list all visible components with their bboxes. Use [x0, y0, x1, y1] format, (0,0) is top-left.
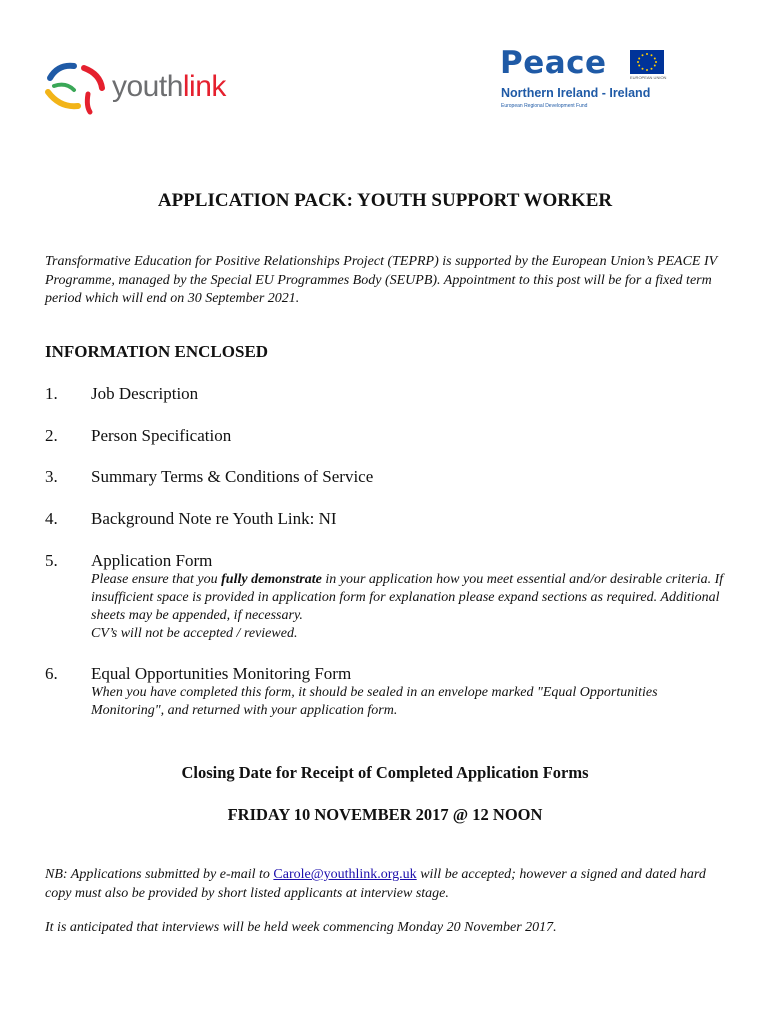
- list-item-label: Background Note re Youth Link: NI: [91, 509, 337, 528]
- list-item-number: 4.: [45, 509, 58, 528]
- list-item-number: 2.: [45, 426, 58, 445]
- list-item-label: Application Form: [91, 551, 213, 570]
- nb-paragraph: [45, 866, 735, 903]
- list-item-label: Equal Opportunities Monitoring Form: [91, 664, 352, 683]
- list-item-number: 1.: [45, 384, 58, 403]
- list-item-number: 3.: [45, 467, 58, 486]
- peace-wordmark: Peace: [500, 45, 607, 81]
- nb-text: NB: Applications submitted by e-mail to: [45, 867, 274, 882]
- list-item-label: Summary Terms & Conditions of Service: [91, 467, 374, 486]
- youthlink-wordmark-accent: link: [182, 70, 226, 103]
- list-item-number: 5.: [45, 551, 58, 570]
- youthlink-logo: [44, 58, 234, 118]
- youthlink-wordmark-prefix: youth: [112, 70, 183, 103]
- nb-text: will be accepted; however a signed and dated hard copy must also be provided by short listed applicants at interview stage.: [45, 867, 706, 901]
- youthlink-wordmark: [112, 70, 226, 104]
- list-item-number: 6.: [45, 664, 58, 683]
- equal-opportunities-note: When you have completed this form, it should be sealed in an envelope marked "Equal Opportunities Monitoring", and returned with your application form.: [91, 685, 658, 718]
- eu-flag-icon: [630, 50, 664, 74]
- peace-region: Northern Ireland - Ireland: [501, 86, 651, 100]
- note-text: Please ensure that you: [91, 572, 222, 587]
- note-emphasis: fully demonstrate: [221, 572, 322, 587]
- section-heading: INFORMATION ENCLOSED: [45, 342, 269, 361]
- peace-fund: European Regional Development Fund: [501, 103, 588, 109]
- closing-date: FRIDAY 10 NOVEMBER 2017 @ 12 NOON: [227, 805, 543, 824]
- closing-heading: Closing Date for Receipt of Completed Application Forms: [181, 763, 589, 782]
- list-item-label: Job Description: [91, 384, 199, 403]
- note-text: in your application how you meet essential and/or desirable criteria. If insufficient space is provided in application form for explanation please expand sections as required. Additional sheets may be appended, if necessary.: [91, 572, 724, 623]
- peace-logo: [500, 45, 670, 118]
- cv-note: CV’s will not be accepted / reviewed.: [91, 626, 298, 641]
- email-link[interactable]: Carole@youthlink.org.uk: [273, 867, 417, 882]
- interviews-note: It is anticipated that interviews will be held week commencing Monday 20 November 2017.: [45, 920, 557, 935]
- youthlink-swirl-icon: [44, 58, 106, 118]
- page-title: APPLICATION PACK: YOUTH SUPPORT WORKER: [157, 190, 613, 211]
- eu-caption: EUROPEAN UNION: [630, 75, 667, 80]
- list-item-label: Person Specification: [91, 426, 232, 445]
- intro-paragraph: Transformative Education for Positive Relationships Project (TEPRP) is supported by the European Union’s PEACE IV Programme, managed by the Special EU Programmes Body (SEUPB). Appointment to this post will be for a fixed term period which will end on 30 September 2021.: [45, 254, 717, 306]
- application-form-note: [91, 571, 731, 643]
